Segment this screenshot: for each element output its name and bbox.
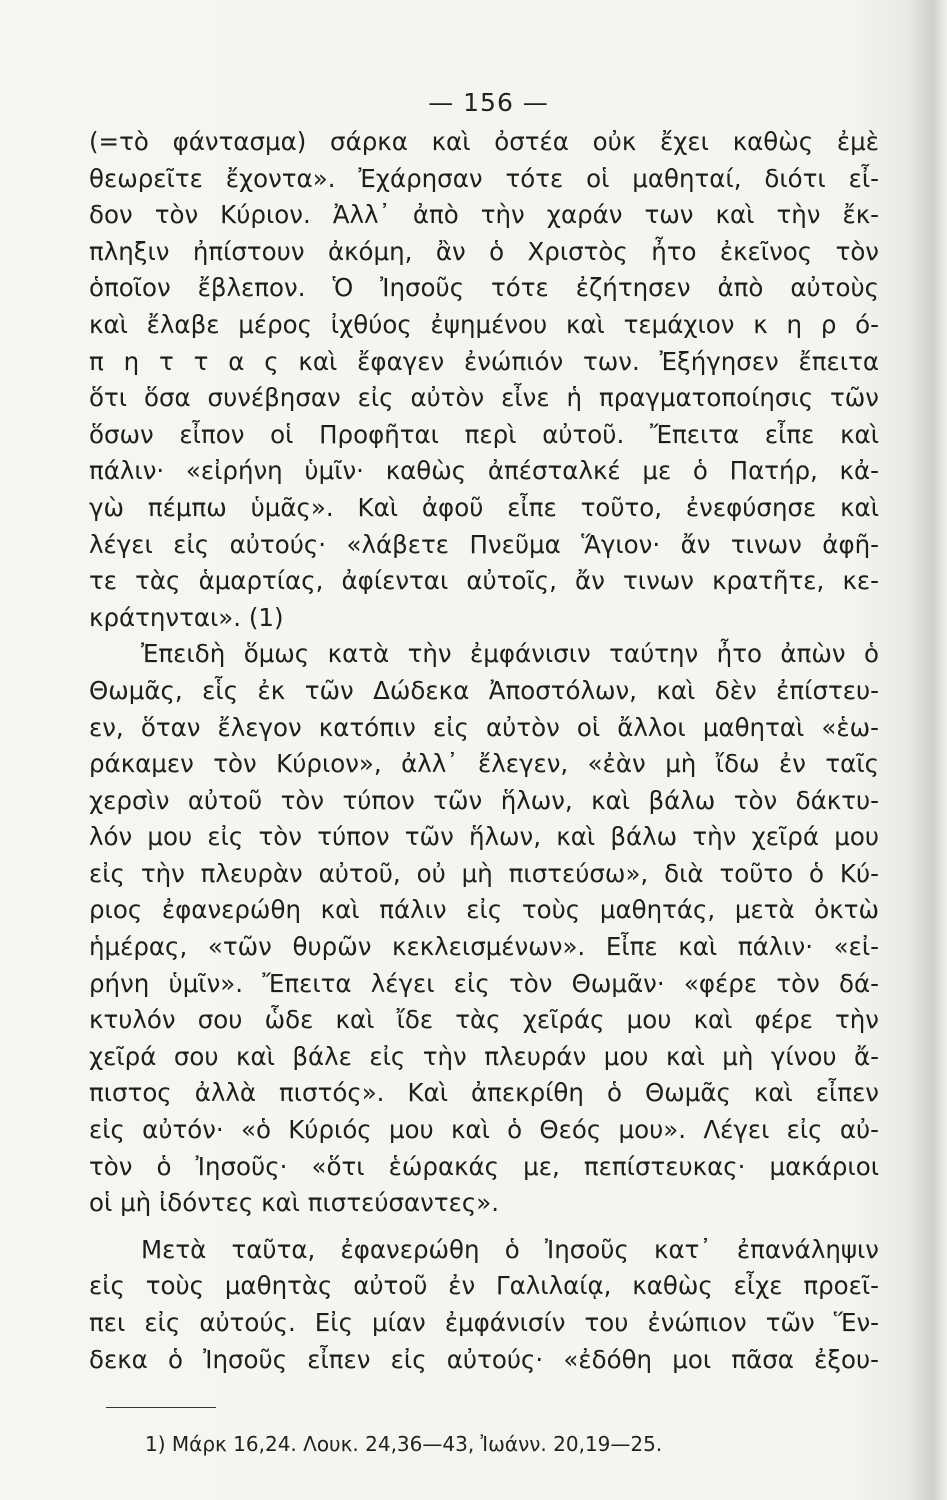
text-line: θεωρεῖτε ἔχοντα». Ἐχάρησαν τότε οἱ μαθηταί, διότι εἶ- [89,163,879,193]
page-header [0,88,947,117]
paragraph-gap [89,1222,879,1232]
text-line: πάλιν· «εἰρήνη ὑμῖν· καθὼς ἀπέσταλκέ με ὁ Πατήρ, κἀ- [89,456,879,486]
text-line: Μετὰ ταῦτα, ἐφανερώθη ὁ Ἰησοῦς κατ᾽ ἐπανάληψιν [141,1234,879,1264]
text-line: τὸν ὁ Ἰησοῦς· «ὅτι ἑώρακάς με, πεπίστευκας· μακάριοι [89,1151,879,1181]
text-line: κράτηνται». (1) [89,602,284,632]
page-number: — 156 — [428,88,549,117]
text-line: ὅσων εἶπον οἱ Προφῆται περὶ αὐτοῦ. Ἔπειτα εἶπε καὶ [89,419,879,449]
text-line: δον τὸν Κύριον. Ἀλλ᾽ ἀπὸ τὴν χαράν των καὶ τὴν ἔκ- [89,200,879,230]
text-line: καὶ ἔλαβε μέρος ἰχθύος ἐψημένου καὶ τεμάχιον κ η ρ ό- [89,309,879,339]
body-text [89,124,879,1378]
text-line: δεκα ὁ Ἰησοῦς εἶπεν εἰς αὐτούς· «ἐδόθη μοι πᾶσα ἐξου- [89,1344,879,1374]
text-line: γὼ πέμπω ὑμᾶς». Καὶ ἀφοῦ εἶπε τοῦτο, ἐνεφύσησε καὶ [89,492,879,522]
text-line: π η τ τ α ς καὶ ἔφαγεν ἐνώπιόν των. Ἐξήγησεν ἔπειτα [89,346,879,376]
text-line: (=τὸ φάντασμα) σάρκα καὶ ὀστέα οὐκ ἔχει καθὼς ἐμὲ [89,127,879,156]
text-line: εν, ὅταν ἔλεγον κατόπιν εἰς αὐτὸν οἱ ἄλλοι μαθηταὶ «ἑω- [89,712,879,742]
text-line: κτυλόν σου ὧδε καὶ ἴδε τὰς χεῖράς μου καὶ φέρε τὴν [89,1005,879,1035]
text-line: ρήνη ὑμῖν». Ἔπειτα λέγει εἰς τὸν Θωμᾶν· «φέρε τὸν δά- [89,968,879,998]
text-line: πληξιν ἠπίστουν ἀκόμη, ἂν ὁ Χριστὸς ἦτο ἐκεῖνος τὸν [89,236,879,266]
text-line: Θωμᾶς, εἷς ἐκ τῶν Δώδεκα Ἀποστόλων, καὶ δὲν ἐπίστευ- [89,675,879,705]
text-line: εἰς τὴν πλευρὰν αὐτοῦ, οὐ μὴ πιστεύσω», διὰ τοῦτο ὁ Κύ- [89,858,879,888]
text-line: πιστος ἀλλὰ πιστός». Καὶ ἀπεκρίθη ὁ Θωμᾶς καὶ εἶπεν [89,1078,879,1108]
text-line: ὁποῖον ἔβλεπον. Ὁ Ἰησοῦς τότε ἐζήτησεν ἀπὸ αὐτοὺς [89,273,879,303]
text-line: χεῖρά σου καὶ βάλε εἰς τὴν πλευράν μου καὶ μὴ γίνου ἄ- [89,1041,879,1071]
text-line: οἱ μὴ ἰδόντες καὶ πιστεύσαντες». [89,1188,500,1218]
footnote-divider [106,1407,216,1408]
text-line: ριος ἐφανερώθη καὶ πάλιν εἰς τοὺς μαθητάς, μετὰ ὀκτὼ [89,895,879,925]
text-line: χερσὶν αὐτοῦ τὸν τύπον τῶν ἥλων, καὶ βάλω τὸν δάκτυ- [89,785,879,815]
text-line: λόν μου εἰς τὸν τύπον τῶν ἥλων, καὶ βάλω τὴν χεῖρά μου [89,822,879,852]
footnote: 1) Μάρκ 16,24. Λουκ. 24,36—43, Ἰωάνν. 20,19—25. [145,1432,663,1456]
text-line: εἰς τοὺς μαθητὰς αὐτοῦ ἐν Γαλιλαίᾳ, καθὼς εἶχε προεῖ- [89,1271,879,1301]
text-line: ὅτι ὅσα συνέβησαν εἰς αὐτὸν εἶνε ἡ πραγματοποίησις τῶν [89,383,879,413]
text-line: λέγει εἰς αὐτούς· «λάβετε Πνεῦμα Ἅγιον· ἄν τινων ἀφῆ- [89,529,879,559]
text-line: εἰς αὐτόν· «ὁ Κύριός μου καὶ ὁ Θεός μου». Λέγει εἰς αὐ- [89,1115,879,1145]
text-line: τε τὰς ἁμαρτίας, ἀφίενται αὐτοῖς, ἄν τινων κρατῆτε, κε- [89,566,879,596]
text-line: ἡμέρας, «τῶν θυρῶν κεκλεισμένων». Εἶπε καὶ πάλιν· «εἰ- [89,932,879,962]
text-line: πει εἰς αὐτούς. Εἰς μίαν ἐμφάνισίν του ἐνώπιον τῶν Ἕν- [89,1308,879,1337]
text-line: Ἐπειδὴ ὅμως κατὰ τὴν ἐμφάνισιν ταύτην ἦτο ἀπὼν ὁ [141,639,879,669]
text-line: ράκαμεν τὸν Κύριον», ἀλλ᾽ ἔλεγεν, «ἐὰν μὴ ἴδω ἐν ταῖς [89,749,879,779]
